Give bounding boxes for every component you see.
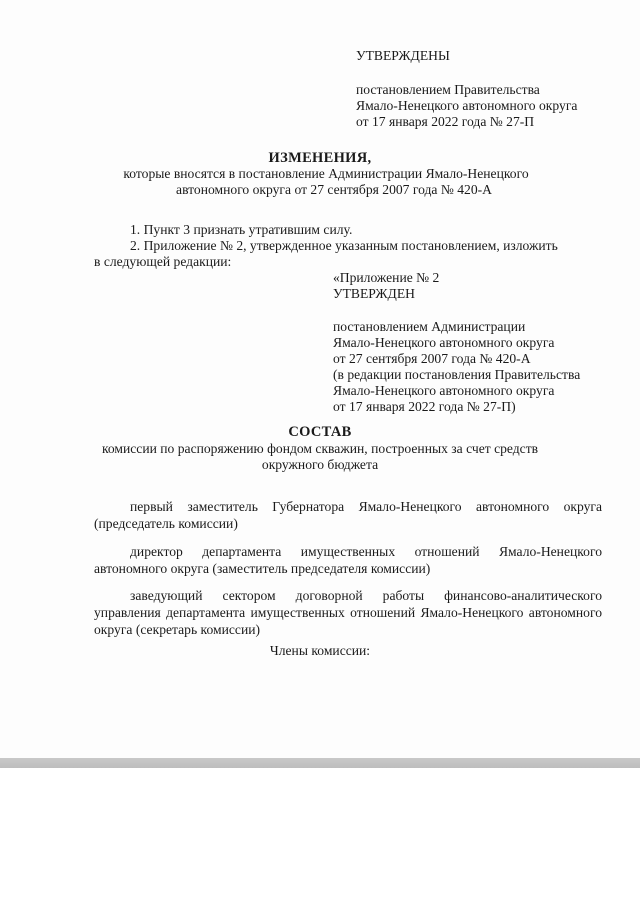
point-2-continuation: в следующей редакции: xyxy=(94,254,232,269)
appendix-approved: УТВЕРЖДЕН xyxy=(333,286,415,301)
approval-heading: УТВЕРЖДЕНЫ xyxy=(356,48,450,63)
approval-line: от 17 января 2022 года № 27-П xyxy=(356,114,535,129)
appendix-line: Ямало-Ненецкого автономного округа xyxy=(333,335,555,350)
appendix-line: (в редакции постановления Правительства xyxy=(333,367,581,382)
composition-subtitle: комиссии по распоряжению фондом скважин, построенных за счет средств xyxy=(101,441,539,456)
member-entry: заведующий сектором договорной работы финансово-аналитического управления департамента имущественных отношений Ямало-Ненецкого автономного округа (секретарь комиссии) xyxy=(94,588,602,637)
member-entry: первый заместитель Губернатора Ямало-Ненецкого автономного округа (председатель комиссии) xyxy=(94,499,602,531)
appendix-line: от 27 сентября 2007 года № 420-А xyxy=(333,351,531,366)
appendix-line: постановлением Администрации xyxy=(333,319,526,334)
appendix-label: «Приложение № 2 xyxy=(333,270,440,285)
composition-subtitle: окружного бюджета xyxy=(261,457,379,472)
appendix-line: Ямало-Ненецкого автономного округа xyxy=(333,383,555,398)
approval-line: постановлением Правительства xyxy=(356,82,540,97)
member-entry: директор департамента имущественных отношений Ямало-Ненецкого автономного округа (заместитель председателя комиссии) xyxy=(94,544,602,576)
point-1: 1. Пункт 3 признать утратившим силу. xyxy=(130,222,353,237)
composition-title: СОСТАВ xyxy=(288,424,352,440)
changes-subtitle: которые вносятся в постановление Администрации Ямало-Ненецкого xyxy=(123,166,529,181)
point-2: 2. Приложение № 2, утвержденное указанным постановлением, изложить xyxy=(130,238,558,253)
scan-edge xyxy=(0,758,640,768)
changes-title: ИЗМЕНЕНИЯ, xyxy=(268,150,372,166)
approval-line: Ямало-Ненецкого автономного округа xyxy=(356,98,578,113)
members-heading: Члены комиссии: xyxy=(269,643,371,658)
changes-subtitle: автономного округа от 27 сентября 2007 года № 420-А xyxy=(176,182,492,197)
blank-margin xyxy=(0,768,640,905)
appendix-line: от 17 января 2022 года № 27-П) xyxy=(333,399,516,414)
